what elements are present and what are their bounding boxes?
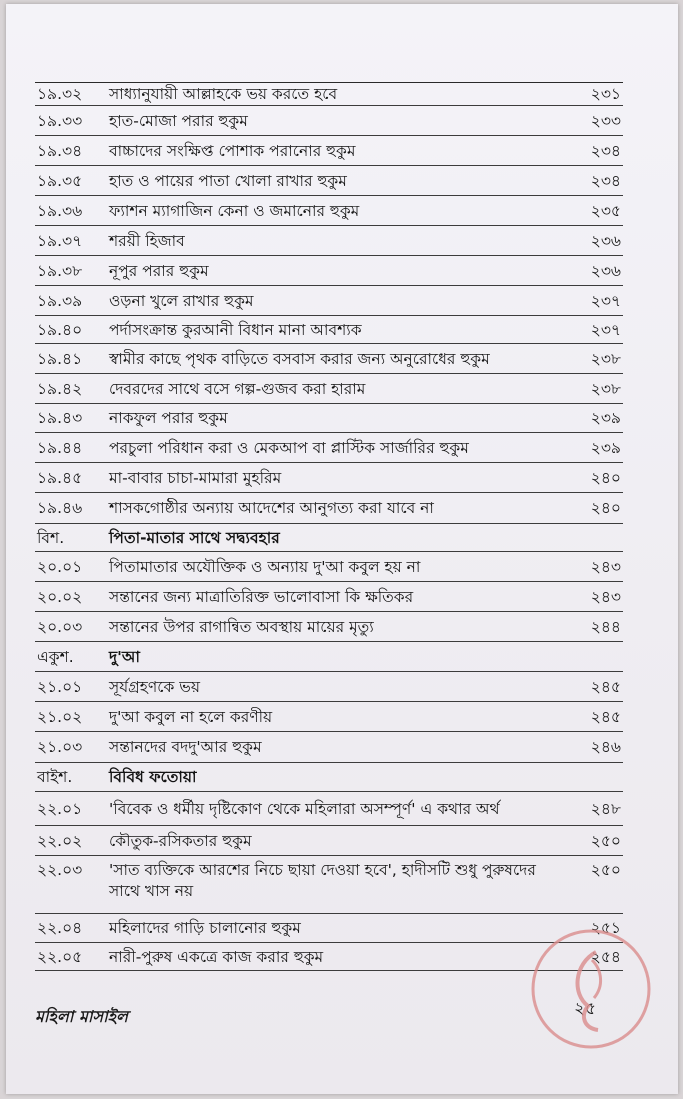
- toc-entry-row: [35, 196, 623, 226]
- entry-number: ২১.০২: [37, 707, 83, 726]
- page-number: ২৫: [574, 999, 597, 1019]
- entry-page-number: ২৩৬: [590, 261, 621, 280]
- entry-title: নূপুর পরার হুকুম: [109, 261, 209, 280]
- toc-entry-row: [35, 552, 623, 582]
- entry-number: ১৯.৩৮: [37, 261, 83, 280]
- toc-entry-row: [35, 286, 623, 316]
- entry-title: দু'আ কবুল না হলে করণীয়: [109, 707, 273, 726]
- entry-title: নাকফুল পরার হুকুম: [109, 409, 228, 427]
- toc-entry-row: [35, 702, 623, 732]
- entry-title: পিতামাতার অযৌক্তিক ও অন্যায় দু'আ কবুল হয় না: [109, 557, 421, 576]
- entry-page-number: ২৪৩: [590, 557, 621, 576]
- entry-number: ১৯.৪৬: [37, 499, 83, 517]
- book-title: মহিলা মাসাইল: [35, 1007, 128, 1026]
- entry-title: পিতা-মাতার সাথে সদ্ব্যবহার: [109, 528, 280, 547]
- entry-page-number: ২৩৯: [590, 409, 621, 427]
- toc-entry-row: [35, 136, 623, 166]
- entry-number: একুশ.: [37, 647, 74, 666]
- entry-title: সন্তানদের বদদু'আর হুকুম: [109, 738, 262, 756]
- entry-number: ১৯.৪৫: [37, 468, 83, 487]
- toc-entry-row: [35, 226, 623, 256]
- toc-entry-row: [35, 256, 623, 286]
- entry-number: বিশ.: [37, 528, 65, 547]
- entry-title: শরয়ী হিজাব: [109, 231, 185, 250]
- entry-page-number: ২৩৩: [590, 111, 621, 130]
- entry-number: ২২.০৪: [37, 919, 83, 937]
- entry-title: সন্তানের উপর রাগান্বিত অবস্থায় মায়ের মৃত্যু: [109, 617, 374, 636]
- entry-page-number: ২৪৩: [590, 587, 621, 606]
- entry-title: কৌতুক-রসিকতার হুকুম: [109, 831, 252, 850]
- entry-number: ২১.০১: [37, 677, 83, 696]
- entry-title: শাসকগোষ্ঠীর অন্যায় আদেশের আনুগত্য করা যাবে না: [109, 499, 434, 517]
- entry-title: নারী-পুরুষ একত্রে কাজ করার হুকুম: [109, 947, 324, 966]
- entry-number: ১৯.৪৪: [37, 438, 83, 457]
- entry-number: ১৯.৪২: [37, 379, 83, 398]
- toc-entry-row: [35, 433, 623, 463]
- entry-page-number: ২৪০: [590, 468, 621, 487]
- chapter-heading-row: [35, 642, 623, 672]
- entry-page-number: ২৪৫: [590, 707, 621, 726]
- entry-number: বাইশ.: [37, 768, 73, 786]
- entry-page-number: ২৩৫: [590, 201, 621, 220]
- entry-title: দেবরদের সাথে বসে গল্প-গুজব করা হারাম: [109, 379, 366, 398]
- entry-page-number: ২৫০: [590, 861, 621, 879]
- entry-number: ১৯.৩৭: [37, 231, 83, 250]
- toc-entry-row: [35, 344, 623, 374]
- entry-page-number: ২৪৪: [590, 617, 621, 636]
- entry-page-number: ২৪৬: [590, 738, 621, 756]
- entry-number: ২২.০৩: [37, 861, 83, 879]
- toc-entry-row: [35, 404, 623, 433]
- entry-number: ২০.০১: [37, 557, 83, 576]
- entry-number: ১৯.৩৬: [37, 201, 83, 220]
- book-page: [6, 4, 678, 1094]
- entry-number: ২২.০২: [37, 831, 83, 850]
- entry-number: ১৯.৩৯: [37, 291, 83, 310]
- entry-page-number: ২৩৭: [590, 291, 621, 310]
- entry-number: ২২.০১: [37, 799, 83, 818]
- entry-title: 'বিবেক ও ধর্মীয় দৃষ্টিকোণ থেকে মহিলারা অসম্পূর্ণ' এ কথার অর্থ: [109, 799, 500, 818]
- entry-number: ১৯.৩২: [37, 85, 83, 103]
- entry-page-number: ২৩৬: [590, 231, 621, 250]
- entry-number: ১৯.৪১: [37, 349, 83, 368]
- entry-page-number: ২৩৪: [590, 171, 621, 190]
- entry-number: ১৯.৩৩: [37, 111, 83, 130]
- toc-entry-row: [35, 463, 623, 493]
- entry-page-number: ২৫১: [590, 919, 621, 937]
- entry-page-number: ২৩৮: [590, 349, 621, 368]
- entry-title: সন্তানের জন্য মাত্রাতিরিক্ত ভালোবাসা কি ক্ষতিকর: [109, 587, 414, 606]
- entry-title: পর্দাসংক্রান্ত কুরআনী বিধান মানা আবশ্যক: [109, 320, 362, 339]
- entry-title: হাত-মোজা পরার হুকুম: [109, 111, 248, 130]
- entry-title: সূর্যগ্রহণকে ভয়: [109, 677, 200, 696]
- toc-entry-row: [35, 82, 623, 106]
- chapter-heading-row: [35, 763, 623, 792]
- entry-title: মা-বাবার চাচা-মামারা মুহরিম: [109, 468, 282, 487]
- entry-page-number: ২৩৭: [590, 320, 621, 339]
- toc-entry-row: [35, 316, 623, 344]
- toc-entry-row: [35, 856, 623, 914]
- toc-entry-row: [35, 493, 623, 524]
- entry-number: ২১.০৩: [37, 738, 83, 756]
- entry-title: ওড়না খুলে রাখার হুকুম: [109, 291, 254, 310]
- entry-number: ১৯.৩৪: [37, 141, 83, 160]
- publisher-stamp-icon: [526, 924, 656, 1054]
- table-of-contents: [35, 82, 623, 971]
- toc-entry-row: [35, 106, 623, 136]
- entry-page-number: ২৩৪: [590, 141, 621, 160]
- entry-number: ২০.০৩: [37, 617, 83, 636]
- entry-title: ফ্যাশন ম্যাগাজিন কেনা ও জমানোর হুকুম: [109, 201, 360, 220]
- entry-title: দু'আ: [109, 647, 140, 666]
- entry-number: ১৯.৪৩: [37, 409, 83, 427]
- entry-page-number: ২৩৯: [590, 438, 621, 457]
- entry-title: 'সাত ব্যক্তিকে আরশের নিচে ছায়া দেওয়া হবে', হাদীসটি শুধু পুরুষদের সাথে খাস নয়: [109, 861, 536, 900]
- entry-title: মহিলাদের গাড়ি চালানোর হুকুম: [109, 919, 301, 937]
- toc-entry-row: [35, 374, 623, 404]
- entry-title: বাচ্চাদের সংক্ষিপ্ত পোশাক পরানোর হুকুম: [109, 141, 356, 160]
- entry-title: পরচুলা পরিধান করা ও মেকআপ বা প্লাস্টিক সার্জারির হুকুম: [109, 438, 469, 457]
- entry-page-number: ২৪৮: [590, 799, 621, 818]
- entry-page-number: ২৫০: [590, 831, 621, 850]
- entry-title: বিবিধ ফতোয়া: [109, 768, 197, 786]
- entry-page-number: ২৪৫: [590, 677, 621, 696]
- toc-entry-row: [35, 792, 623, 826]
- entry-title: সাধ্যানুযায়ী আল্লাহকে ভয় করতে হবে: [109, 85, 338, 103]
- entry-number: ১৯.৩৫: [37, 171, 83, 190]
- toc-entry-row: [35, 612, 623, 642]
- entry-page-number: ২৩১: [590, 85, 621, 103]
- entry-number: ২২.০৫: [37, 947, 83, 966]
- entry-number: ১৯.৪০: [37, 320, 83, 339]
- chapter-heading-row: [35, 524, 623, 552]
- entry-page-number: ২৫৪: [590, 947, 621, 966]
- toc-entry-row: [35, 672, 623, 702]
- entry-title: স্বামীর কাছে পৃথক বাড়িতে বসবাস করার জন্য অনুরোধের হুকুম: [109, 349, 490, 368]
- toc-entry-row: [35, 166, 623, 196]
- toc-entry-row: [35, 732, 623, 763]
- entry-title: হাত ও পায়ের পাতা খোলা রাখার হুকুম: [109, 171, 347, 190]
- entry-number: ২০.০২: [37, 587, 83, 606]
- entry-page-number: ২৪০: [590, 499, 621, 517]
- toc-entry-row: [35, 582, 623, 612]
- entry-page-number: ২৩৮: [590, 379, 621, 398]
- toc-entry-row: [35, 826, 623, 856]
